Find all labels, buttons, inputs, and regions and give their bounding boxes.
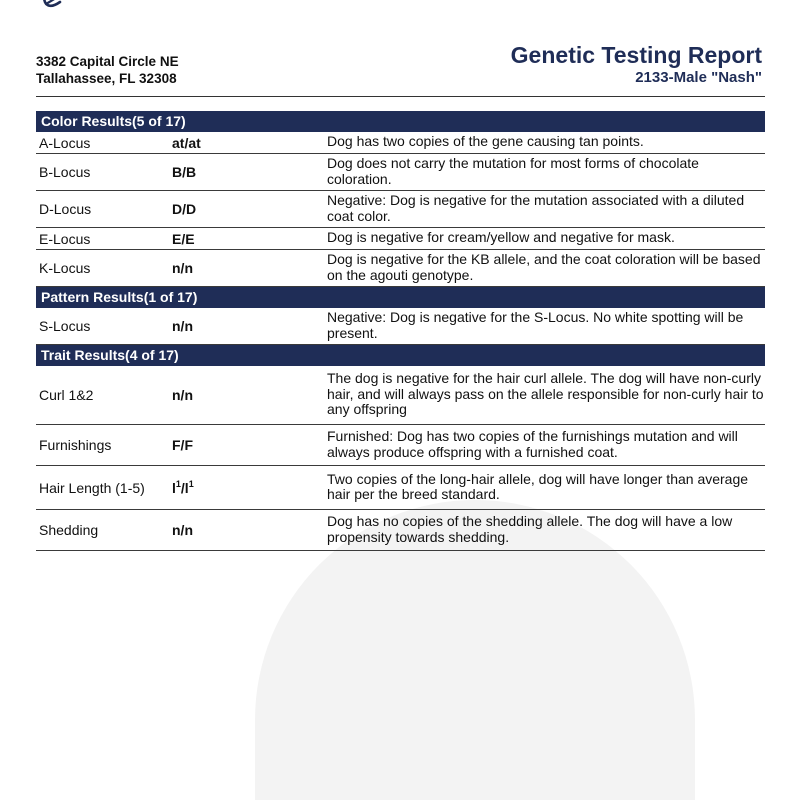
genotype-separator: /l bbox=[180, 479, 189, 496]
locus-name: Hair Length (1-5) bbox=[39, 479, 145, 496]
genotype-superscript-2: 1 bbox=[188, 478, 194, 489]
result-description: Two copies of the long-hair allele, dog will have longer than average hair per the breed standard. bbox=[327, 470, 749, 502]
result-description: Dog does not carry the mutation for most forms of chocolate coloration. bbox=[327, 155, 699, 187]
locus-name: B-Locus bbox=[39, 164, 91, 180]
locus-name: Curl 1&2 bbox=[39, 387, 94, 403]
header-divider bbox=[36, 96, 765, 97]
table-row bbox=[36, 466, 765, 510]
result-description: Dog has two copies of the gene causing tan points. bbox=[327, 133, 644, 150]
address-line-2: Tallahassee, FL 32308 bbox=[36, 71, 177, 86]
genotype-allele: l bbox=[172, 479, 176, 496]
section-header-color: Color Results(5 of 17) bbox=[36, 111, 765, 132]
genotype: n/n bbox=[172, 387, 193, 403]
result-description: Dog is negative for cream/yellow and negative for mask. bbox=[327, 229, 675, 246]
result-description: Dog has no copies of the shedding allele. The dog will have a low propensity towards shedding. bbox=[327, 513, 733, 545]
logo-icon bbox=[40, 0, 64, 12]
genotype: n/n bbox=[172, 260, 193, 276]
table-row bbox=[36, 250, 765, 287]
table-row bbox=[36, 308, 765, 345]
report-title: Genetic Testing Report bbox=[510, 42, 762, 68]
locus-name: A-Locus bbox=[39, 134, 91, 151]
genotype: B/B bbox=[172, 164, 197, 180]
result-description: Furnished: Dog has two copies of the furnishings mutation and will always produce offspring with a furnished coat. bbox=[327, 428, 738, 460]
genotype: F/F bbox=[172, 437, 193, 453]
genotype: D/D bbox=[172, 201, 197, 217]
genotype-superscript: 1 bbox=[175, 478, 181, 489]
genotype: n/n bbox=[172, 522, 193, 538]
locus-name: D-Locus bbox=[39, 201, 92, 217]
result-description: The dog is negative for the hair curl allele. The dog will have non-curly hair, and will always pass on the allele responsible for non-curly hair to any offspring bbox=[327, 370, 764, 418]
result-description: Dog is negative for the KB allele, and the coat coloration will be based on the agouti genotype. bbox=[327, 251, 761, 283]
result-description: Negative: Dog is negative for the mutation associated with a diluted coat color. bbox=[327, 192, 745, 224]
table-row bbox=[36, 191, 765, 228]
genotype bbox=[172, 480, 327, 496]
table-row bbox=[36, 510, 765, 551]
genotype: E/E bbox=[172, 230, 195, 247]
section-header-pattern: Pattern Results(1 of 17) bbox=[36, 287, 765, 308]
lab-address bbox=[36, 53, 179, 87]
report-subtitle: 2133-Male "Nash" bbox=[635, 69, 762, 86]
report-title-block bbox=[511, 42, 762, 87]
genotype: at/at bbox=[172, 134, 201, 151]
address-line-1: 3382 Capital Circle NE bbox=[36, 54, 179, 69]
results-table bbox=[36, 111, 765, 551]
locus-name: Furnishings bbox=[39, 437, 112, 453]
table-row bbox=[36, 425, 765, 466]
table-row bbox=[36, 228, 765, 250]
table-row bbox=[36, 132, 765, 154]
genotype: n/n bbox=[172, 318, 193, 334]
table-row bbox=[36, 154, 765, 191]
table-row bbox=[36, 366, 765, 425]
section-header-trait: Trait Results(4 of 17) bbox=[36, 345, 765, 366]
result-description: Negative: Dog is negative for the S-Locus. No white spotting will be present. bbox=[327, 309, 744, 341]
locus-name: Shedding bbox=[39, 522, 99, 538]
locus-name: S-Locus bbox=[39, 318, 91, 334]
locus-name: E-Locus bbox=[39, 230, 91, 247]
locus-name: K-Locus bbox=[39, 260, 91, 276]
